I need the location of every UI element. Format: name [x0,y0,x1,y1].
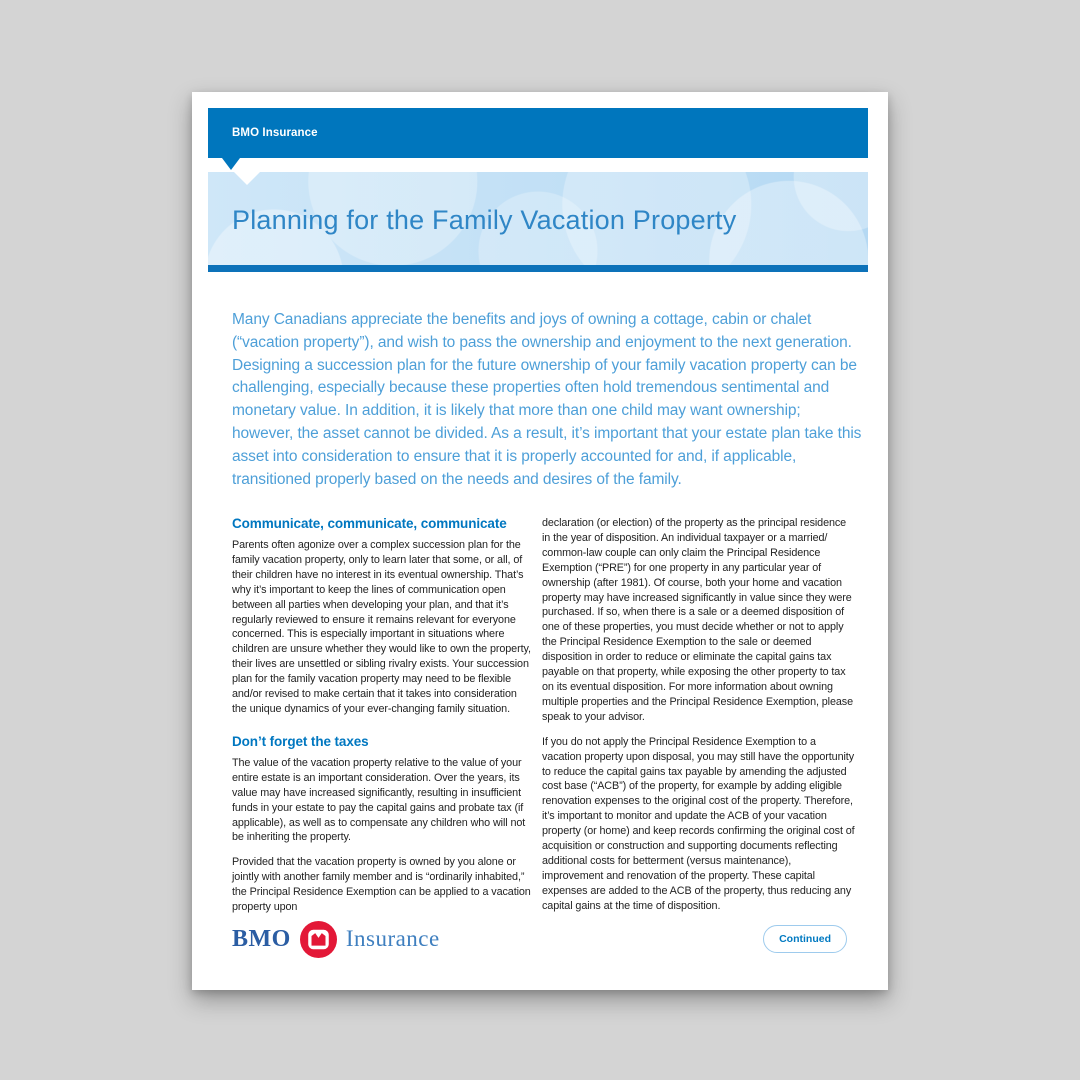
body-paragraph: If you do not apply the Principal Residence Exemption to a vacation property upon disposal, you may still have the opportunity to reduce the capital gains tax payable by amending the adjusted cost base (“ACB”) of the property, for example by adding eligible renovation expenses to the original cost of the property. Therefore, it’s important to monitor and update the ACB of your vacation property (or home) and keep records confirming the original cost of acquisition or construction and supporting documents reflecting additional costs for betterment (versus maintenance), improvement and renovation of the property. These capital expenses are added to the ACB of the property, thus reducing any capital gains at the time of disposition. [542,735,855,912]
body-paragraph: The value of the vacation property relative to the value of your entire estate is an important consideration. Over the years, its value may have increased significantly, resulting in insufficient funds in your estate to pay the capital gains and probate tax (if applicable), as well as to compensate any children who will not be inheriting the property. [232,756,526,844]
continued-button[interactable]: Continued [763,925,847,953]
section-heading-taxes: Don’t forget the taxes [232,733,369,749]
bmo-wordmark: BMO [232,925,291,952]
banner-notch [234,172,260,185]
bmo-insurance-logo [232,921,440,958]
section-heading-communicate: Communicate, communicate, communicate [232,516,507,531]
brand-bar [208,108,868,158]
page-title: Planning for the Family Vacation Property [232,205,737,235]
brand-bar-label: BMO Insurance [232,127,318,139]
title-banner [208,172,868,272]
bmo-roundel-icon [300,921,337,958]
insurance-wordmark: Insurance [345,926,440,951]
body-columns [232,516,855,915]
intro-paragraph: Many Canadians appreciate the benefits and joys of owning a cottage, cabin or chalet (“vacation property”), and wish to pass the ownership and enjoyment to the next generation. Designing a succession plan for the future ownership of your family vacation property can be challenging, especially because these properties often hold tremendous sentimental and monetary value. In addition, it is likely that more than one child may want ownership; however, the asset cannot be divided. As a result, it’s important that your estate plan take this asset into consideration to ensure that it is properly accounted for and, if applicable, transitioned properly based on the needs and desires of the family. [232,311,862,488]
document-page [192,92,888,990]
page-footer [232,916,847,962]
body-paragraph: declaration (or election) of the property as the principal residence in the year of disposition. An individual taxpayer or a married/ common-law couple can only claim the Principal Residence Exemption (“PRE”) for one property in any particular year of ownership (after 1981). Of course, both your home and vacation property may have increased significantly in value since they were purchased. If so, when there is a sale or a deemed disposition of one of these properties, you must decide whether or not to apply the Principal Residence Exemption to the sale or deemed disposition in order to reduce or eliminate the capital gains tax payable on that property, while exposing the other property to tax on its eventual disposition. For more information about owning multiple properties and the Principal Residence Exemption, please speak to your advisor. [542,517,853,723]
brand-bar-notch [222,158,240,170]
left-column [232,516,533,915]
right-column [542,516,855,915]
body-paragraph: Provided that the vacation property is owned by you alone or jointly with another family member and is “ordinarily inhabited,” the Principal Residence Exemption can be applied to a vacation property upon [232,856,531,914]
body-paragraph: Parents often agonize over a complex succession plan for the family vacation property, only to learn later that some, or all, of their children have no interest in its eventual ownership. That’s why it’s important to keep the lines of communication open between all parties when developing your plan, and that it’s regularly reviewed to ensure it remains relevant for everyone concerned. This is especially important in situations where children are unsure whether they would like to own the property, their lives are unsettled or sibling rivalry exists. Your succession plan for the family vacation property may need to be flexible and/or revised to make certain that it takes into consideration the unique dynamics of your ever-changing family situation. [232,539,531,715]
